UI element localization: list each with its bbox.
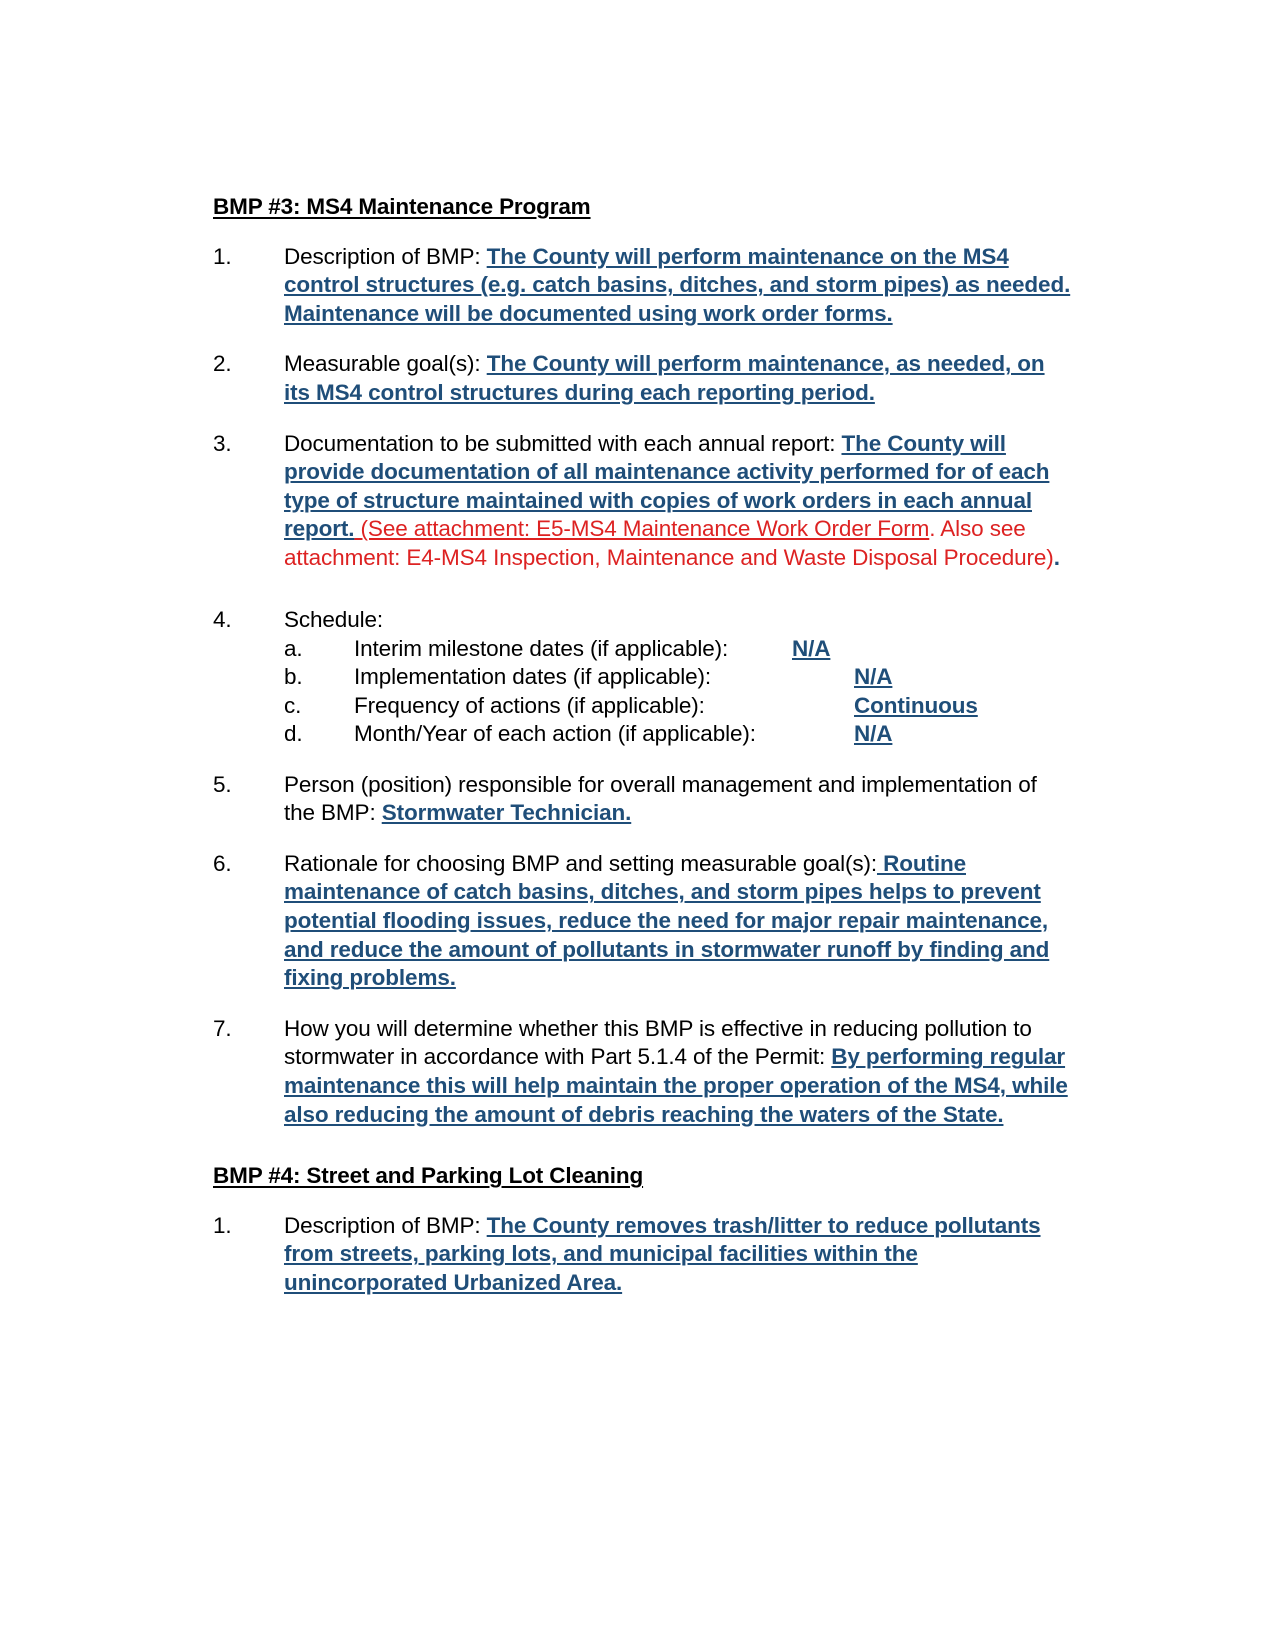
list-item-label: Rationale for choosing BMP and setting measurable goal(s): (284, 850, 877, 876)
list-item-answer: The County will perform maintenance, as needed, on its MS4 control structures during each reporting period. (284, 351, 1045, 405)
list-item-number: 1. (213, 243, 232, 269)
schedule-subitem-letter: b. (284, 664, 303, 690)
list-item-label: Schedule: (284, 607, 383, 633)
list-item-answer: Stormwater Technician. (381, 800, 632, 826)
list-item-number: 3. (213, 430, 232, 456)
schedule-subitem-letter: a. (284, 636, 303, 662)
list-item (213, 243, 1073, 329)
attachment-note-period: . (1053, 544, 1060, 570)
list-item-body (284, 1212, 1054, 1298)
schedule-sublist (284, 635, 1073, 749)
schedule-subitem-d (284, 720, 1073, 748)
list-item-number: 2. (213, 351, 232, 377)
list-item-label: Measurable goal(s): (284, 351, 487, 377)
paragraph-spacer (213, 1129, 1073, 1145)
list-item-answer: Routine maintenance of catch basins, ditches, and storm pipes helps to prevent potential flooding issues, reduce the need for major repair maintenance, and reduce the amount of pollutants in stormwater runoff by finding and fixing problems. (284, 850, 1050, 991)
list-item (213, 771, 1073, 828)
list-item-label: Person (position) responsible for overall management and implementation of the BMP: (284, 771, 1037, 826)
schedule-subitem-c (284, 692, 1073, 720)
document-content (213, 194, 1073, 1298)
schedule-subitem-text (354, 692, 1073, 720)
list-item-body (284, 850, 1064, 993)
schedule-subitem-b (284, 663, 1073, 691)
schedule-subitem-value: N/A (792, 636, 831, 662)
list-item-body (284, 1015, 1073, 1129)
schedule-subitem-label: Frequency of actions (if applicable): (354, 692, 705, 718)
list-item-label: How you will determine whether this BMP is effective in reducing pollution to stormwater in accordance with Part 5.1.4 of the Permit: (284, 1015, 1032, 1070)
list-item (213, 606, 1073, 748)
section-heading-wrap-bmp4 (213, 1163, 1073, 1190)
list-item-answer: The County will perform maintenance on the MS4 control structures (e.g. catch basins, ditches, and storm pipes) as needed. Maintenance will be documented using work order forms. (284, 243, 1071, 326)
list-item-body (284, 771, 1073, 828)
list-item (213, 350, 1073, 407)
list-item (213, 1212, 1073, 1298)
list-item-answer: By performing regular maintenance this will help maintain the proper operation of the MS4, while also reducing the amount of debris reaching the waters of the State. (284, 1044, 1068, 1127)
list-item-body (284, 430, 1073, 573)
schedule-subitem-value: N/A (854, 721, 893, 747)
schedule-subitem-a (284, 635, 1073, 663)
attachment-note-red-tail: . Also see attachment: E4-MS4 Inspection, Maintenance and Waste Disposal Procedure) (284, 516, 1054, 570)
schedule-subitem-value: Continuous (854, 692, 978, 718)
list-item-number: 1. (213, 1212, 232, 1238)
paragraph-spacer (213, 572, 1073, 606)
section-heading-bmp4: BMP #4: Street and Parking Lot Cleaning (213, 1163, 644, 1189)
schedule-subitem-letter: c. (284, 692, 302, 718)
section-heading-bmp3: BMP #3: MS4 Maintenance Program (213, 194, 591, 219)
list-item (213, 1015, 1073, 1129)
list-item-number: 6. (213, 850, 232, 876)
list-item-body (284, 606, 1073, 748)
schedule-subitem-label: Month/Year of each action (if applicable): (354, 721, 756, 747)
schedule-subitem-letter: d. (284, 721, 303, 747)
list-item-number: 5. (213, 771, 232, 797)
list-item-answer: The County will provide documentation of all maintenance activity performed for of each type of structure maintained with copies of work orders in each annual report. (284, 430, 1050, 542)
attachment-note-red: (See attachment: E5-MS4 Maintenance Work Order Form (354, 516, 930, 542)
list-item-body (284, 350, 1073, 407)
list-item-number: 7. (213, 1015, 232, 1041)
schedule-subitem-text (354, 720, 1073, 748)
list-item-label: Description of BMP: (284, 243, 487, 269)
schedule-subitem-label: Interim milestone dates (if applicable): (354, 636, 729, 662)
list-item-number: 4. (213, 607, 232, 633)
schedule-subitem-text (354, 663, 1073, 691)
schedule-subitem-value: N/A (854, 664, 893, 690)
list-item-label: Description of BMP: (284, 1212, 487, 1238)
list-item-body (284, 243, 1073, 329)
list-item-label: Documentation to be submitted with each annual report: (284, 430, 842, 456)
list-item (213, 430, 1073, 573)
list-item-answer: The County removes trash/litter to reduce pollutants from streets, parking lots, and municipal facilities within the unincorporated Urbanized Area. (284, 1212, 1041, 1295)
list-item (213, 850, 1073, 993)
section-heading-wrap-bmp3 (213, 194, 1073, 221)
schedule-subitem-label: Implementation dates (if applicable): (354, 664, 711, 690)
schedule-subitem-text (354, 635, 1073, 663)
